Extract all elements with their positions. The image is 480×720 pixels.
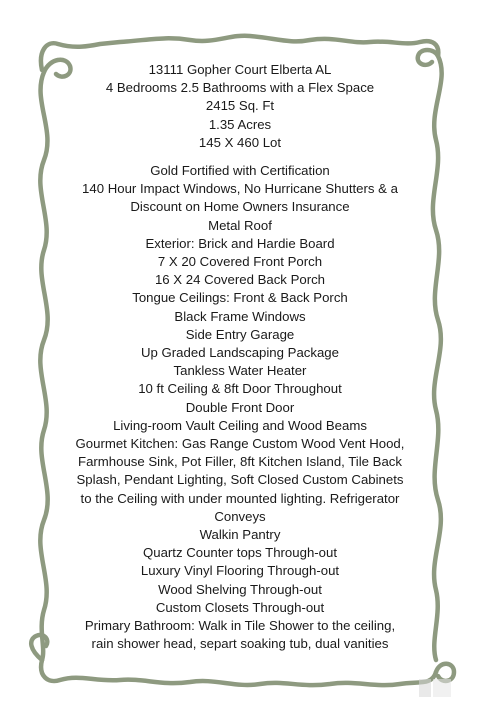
feature-line: Gourmet Kitchen: Gas Range Custom Wood Vent Hood, bbox=[75, 436, 405, 452]
feature-line: Metal Roof bbox=[208, 217, 272, 233]
feature-line: Luxury Vinyl Flooring Through-out bbox=[140, 563, 340, 579]
feature-line: Tongue Ceilings: Front & Back Porch bbox=[132, 290, 348, 306]
feature-line: Living-room Vault Ceiling and Wood Beams bbox=[113, 417, 367, 433]
address-line: 13111 Gopher Court Elberta AL bbox=[148, 62, 332, 77]
feature-line: Wood Shelving Through-out bbox=[158, 581, 322, 597]
feature-line: Custom Closets Through-out bbox=[155, 599, 325, 615]
feature-line: 140 Hour Impact Windows, No Hurricane Shutters & a bbox=[82, 181, 398, 197]
feature-line: Primary Bathroom: Walk in Tile Shower to the ceiling, bbox=[84, 618, 396, 634]
bed-bath-line: 4 Bedrooms 2.5 Bathrooms with a Flex Space bbox=[105, 80, 375, 96]
feature-line: rain shower head, separt soaking tub, dual vanities bbox=[91, 636, 389, 652]
watermark-logo-icon bbox=[418, 676, 452, 700]
section-gap bbox=[58, 152, 422, 162]
acreage-line: 1.35 Acres bbox=[208, 116, 272, 132]
feature-line: Up Graded Landscaping Package bbox=[141, 345, 339, 361]
feature-line: Splash, Pendant Lighting, Soft Closed Custom Cabinets bbox=[76, 472, 404, 488]
feature-line: Double Front Door bbox=[185, 399, 295, 415]
feature-line: 10 ft Ceiling & 8ft Door Throughout bbox=[138, 381, 342, 397]
feature-line: Conveys bbox=[214, 508, 266, 524]
feature-line: 16 X 24 Covered Back Porch bbox=[154, 272, 326, 288]
feature-line: to the Ceiling with under mounted lighting. Refrigerator bbox=[80, 490, 400, 506]
feature-line: Discount on Home Owners Insurance bbox=[130, 199, 350, 215]
feature-line: Walkin Pantry bbox=[199, 527, 281, 543]
feature-line: Side Entry Garage bbox=[185, 326, 295, 342]
feature-line: 7 X 20 Covered Front Porch bbox=[157, 254, 323, 270]
feature-line: Quartz Counter tops Through-out bbox=[142, 545, 337, 561]
lot-size-line: 145 X 460 Lot bbox=[198, 134, 282, 150]
feature-line: Tankless Water Heater bbox=[173, 363, 307, 379]
feature-line: Exterior: Brick and Hardie Board bbox=[145, 235, 335, 251]
listing-text bbox=[58, 61, 422, 654]
feature-line: Farmhouse Sink, Pot Filler, 8ft Kitchen Island, Tile Back bbox=[78, 454, 402, 470]
square-feet-line: 2415 Sq. Ft bbox=[205, 98, 275, 114]
feature-line: Gold Fortified with Certification bbox=[150, 163, 330, 179]
feature-line: Black Frame Windows bbox=[174, 308, 306, 324]
